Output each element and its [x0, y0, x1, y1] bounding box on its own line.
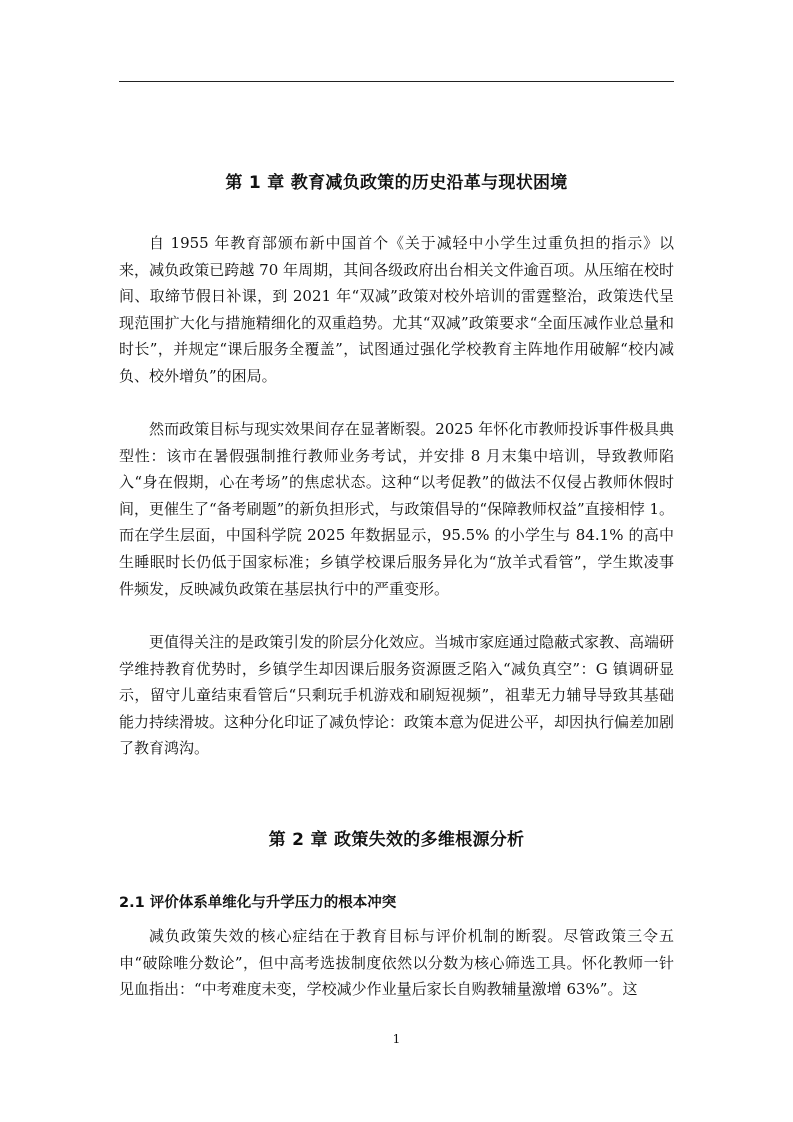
page-number: 1 — [392, 1032, 401, 1046]
chapter-1-paragraph-2: 然而政策目标与现实效果间存在显著断裂。2025 年怀化市教师投诉事件极具典型性：该市在暑假强制推行教师业务考试，并安排 8 月末集中培训，导致教师陷入“身在假期，心在考场”的焦虑状态。这种“以考促教”的做法不仅侵占教师休假时间，更催生了“备考刷题”的新负担形式，与政策倡导的“保障教师权益”直接相悖 1。而在学生层面，中国科学院 2025 年数据显示，95.5% 的小学生与 84.1% 的高中生睡眠时长仍低于国家标准；乡镇学校课后服务异化为“放羊式看管”，学生欺凌事件频发，反映减负政策在基层执行中的严重变形。 — [119, 420, 674, 598]
section-2-1-title: 2.1 评价体系单维化与升学压力的根本冲突 — [119, 895, 397, 911]
section-2-1-paragraph: 减负政策失效的核心症结在于教育目标与评价机制的断裂。尽管政策三令五申“破除唯分数论”，但中高考选拔制度依然以分数为核心筛选工具。怀化教师一针见血指出：“中考难度未变，学校减少作业量后家长自购教辅量激增 63%”。这 — [119, 927, 674, 999]
chapter-1-paragraph-3: 更值得关注的是政策引发的阶层分化效应。当城市家庭通过隐蔽式家教、高端研学维持教育优势时，乡镇学生却因课后服务资源匮乏陷入“减负真空”：G 镇调研显示，留守儿童结束看管后“只剩玩手机游戏和刷短视频”，祖辈无力辅导导致其基础能力持续滑坡。这种分化印证了减负悖论：政策本意为促进公平，却因执行偏差加剧了教育鸿沟。 — [119, 633, 675, 758]
chapter-1-title: 第 1 章 教育减负政策的历史沿革与现状困境 — [225, 173, 568, 193]
chapter-1-paragraph-1: 自 1955 年教育部颁布新中国首个《关于减轻中小学生过重负担的指示》以来，减负政策已跨越 70 年周期，其间各级政府出台相关文件逾百项。从压缩在校时间、取缔节假日补课，到 2021 年“双减”政策对校外培训的雷霆整治，政策迭代呈现范围扩大化与措施精细化的双重趋势。尤其“双减”政策要求“全面压减作业总量和时长”，并规定“课后服务全覆盖”，试图通过强化学校教育主阵地作用破解“校内减负、校外增负”的困局。 — [119, 234, 674, 385]
chapter-2-title: 第 2 章 政策失效的多维根源分析 — [268, 830, 525, 850]
header-rule — [119, 81, 674, 82]
